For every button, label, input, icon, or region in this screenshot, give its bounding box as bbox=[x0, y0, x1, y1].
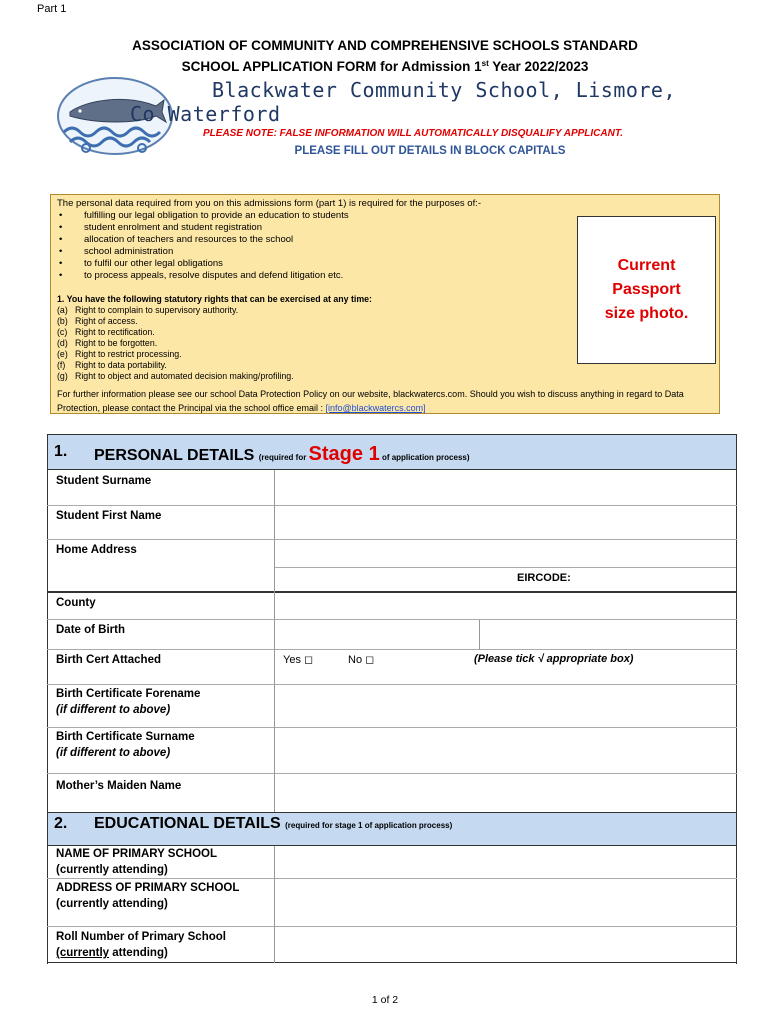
primary-name-label bbox=[56, 846, 217, 878]
mother-maiden-field[interactable] bbox=[275, 774, 735, 812]
table-row bbox=[47, 593, 737, 620]
bc-surname-note: (if different to above) bbox=[56, 747, 171, 759]
primary-name-note: (currently attending) bbox=[56, 864, 168, 876]
table-row bbox=[47, 879, 737, 927]
column-divider bbox=[274, 650, 275, 685]
primary-address-label bbox=[56, 880, 239, 912]
roll-note-rest: attending) bbox=[109, 947, 168, 959]
right-text: Right to be forgotten. bbox=[75, 338, 158, 348]
birth-cert-no-checkbox[interactable]: No ◻ bbox=[348, 654, 375, 666]
home-address-field[interactable] bbox=[275, 540, 735, 566]
table-row bbox=[47, 728, 737, 774]
right-key: (a) bbox=[57, 305, 68, 315]
privacy-intro: The personal data required from you on this admissions form (part 1) is required for the purposes of:- bbox=[57, 198, 482, 209]
primary-name-text: NAME OF PRIMARY SCHOOL bbox=[56, 848, 218, 860]
birth-cert-label: Birth Cert Attached bbox=[56, 654, 161, 666]
primary-name-field[interactable] bbox=[275, 846, 735, 878]
bc-surname-label bbox=[56, 729, 195, 761]
column-divider bbox=[479, 620, 480, 650]
section-title bbox=[94, 815, 452, 833]
purpose-item: • school administration bbox=[57, 246, 349, 258]
note-post: of application process) bbox=[381, 453, 470, 462]
photo-label-line2: Passport bbox=[612, 281, 681, 298]
table-row bbox=[47, 846, 737, 879]
section-title-text: PERSONAL DETAILS bbox=[94, 447, 255, 464]
right-key: (e) bbox=[57, 349, 68, 359]
purpose-item: • to process appeals, resolve disputes and defend litigation etc. bbox=[57, 270, 349, 282]
bc-surname-text: Birth Certificate Surname bbox=[56, 731, 195, 743]
primary-address-note: (currently attending) bbox=[56, 898, 168, 910]
right-key: (g) bbox=[57, 371, 68, 381]
roll-number-label bbox=[56, 929, 226, 961]
right-text: Right of access. bbox=[75, 316, 138, 326]
table-row bbox=[47, 927, 737, 963]
bc-surname-field[interactable] bbox=[275, 728, 735, 773]
right-item bbox=[57, 338, 294, 349]
dob-field[interactable] bbox=[275, 620, 478, 649]
block-capitals-note: PLEASE FILL OUT DETAILS IN BLOCK CAPITALS bbox=[294, 145, 566, 157]
county-field[interactable] bbox=[275, 593, 735, 619]
rights-title: 1. You have the following statutory rights that can be exercised at any time: bbox=[57, 294, 372, 304]
table-row bbox=[47, 620, 737, 650]
roll-number-field[interactable] bbox=[275, 927, 735, 962]
form-heading-line2 bbox=[0, 59, 770, 74]
first-name-label: Student First Name bbox=[56, 510, 162, 522]
right-item bbox=[57, 371, 294, 382]
bc-forename-text: Birth Certificate Forename bbox=[56, 688, 201, 700]
school-name-line2: Co Waterford bbox=[130, 102, 281, 126]
right-text: Right to restrict processing. bbox=[75, 349, 182, 359]
primary-address-text: ADDRESS OF PRIMARY SCHOOL bbox=[56, 882, 240, 894]
purposes-list bbox=[57, 210, 349, 282]
section-note: (required for stage 1 of application process) bbox=[285, 821, 453, 830]
table-row bbox=[47, 470, 737, 506]
purpose-item: • fulfilling our legal obligation to provide an education to students bbox=[57, 210, 349, 222]
section-number: 1. bbox=[54, 443, 68, 460]
further-info-text: For further information please see our school Data Protection Policy on our website, blackwatercs.com. Should you wish to discuss anything in regard to Data Protection, please contact the Principal via the school office email : bbox=[57, 389, 684, 413]
table-row bbox=[47, 506, 737, 540]
section-note bbox=[258, 443, 470, 465]
section-title bbox=[94, 443, 470, 466]
right-item bbox=[57, 349, 294, 360]
purpose-item: • to fulfil our other legal obligations bbox=[57, 258, 349, 270]
school-email-link[interactable]: [info@blackwatercs.com] bbox=[325, 403, 426, 413]
form-heading-line1: ASSOCIATION OF COMMUNITY AND COMPREHENSIVE SCHOOLS STANDARD bbox=[132, 38, 638, 53]
false-info-warning: PLEASE NOTE: FALSE INFORMATION WILL AUTOMATICALLY DISQUALIFY APPLICANT. bbox=[203, 128, 623, 139]
note-stage: Stage 1 bbox=[308, 443, 380, 465]
home-address-label: Home Address bbox=[56, 544, 137, 556]
roll-number-text: Roll Number of Primary School bbox=[56, 931, 226, 943]
table-row bbox=[47, 540, 737, 593]
right-text: Right to complain to supervisory authority. bbox=[75, 305, 239, 315]
first-name-field[interactable] bbox=[275, 506, 735, 539]
further-info bbox=[57, 387, 717, 415]
right-text: Right to object and automated decision making/profiling. bbox=[75, 371, 294, 381]
surname-field[interactable] bbox=[275, 470, 735, 505]
purpose-item: • student enrolment and student registration bbox=[57, 222, 349, 234]
right-item bbox=[57, 327, 294, 338]
section-number: 2. bbox=[54, 815, 68, 832]
roll-note-underlined: (currently bbox=[56, 947, 110, 959]
photo-label-line1: Current bbox=[617, 257, 676, 274]
right-text: Right to rectification. bbox=[75, 327, 155, 337]
bc-forename-note: (if different to above) bbox=[56, 704, 171, 716]
bc-forename-label bbox=[56, 686, 200, 718]
right-key: (f) bbox=[57, 360, 66, 370]
right-key: (b) bbox=[57, 316, 68, 326]
part-label: Part 1 bbox=[37, 3, 67, 15]
bc-forename-field[interactable] bbox=[275, 685, 735, 727]
right-item bbox=[57, 360, 294, 371]
right-item bbox=[57, 305, 294, 316]
right-key: (d) bbox=[57, 338, 68, 348]
county-label: County bbox=[56, 597, 96, 609]
table-row bbox=[47, 650, 737, 685]
tick-instruction: (Please tick √ appropriate box) bbox=[474, 653, 634, 665]
section-personal-details-header bbox=[47, 434, 737, 470]
table-row bbox=[47, 685, 737, 728]
primary-address-field[interactable] bbox=[275, 879, 735, 926]
rights-list bbox=[57, 305, 294, 382]
table-row bbox=[47, 774, 737, 812]
page-number: 1 of 2 bbox=[371, 994, 399, 1006]
eircode-label: EIRCODE: bbox=[517, 572, 571, 584]
photo-label-line3: size photo. bbox=[604, 305, 689, 322]
right-text: Right to data portability. bbox=[75, 360, 167, 370]
heading-superscript: st bbox=[481, 59, 489, 68]
purpose-item: • allocation of teachers and resources to the school bbox=[57, 234, 349, 246]
section-educational-details-header bbox=[47, 812, 737, 846]
surname-label: Student Surname bbox=[56, 475, 152, 487]
school-name-line1: Blackwater Community School, Lismore, bbox=[212, 78, 677, 102]
section-title-text: EDUCATIONAL DETAILS bbox=[94, 815, 281, 832]
eircode-field[interactable] bbox=[607, 568, 735, 592]
school-name bbox=[130, 78, 676, 126]
birth-cert-yes-checkbox[interactable]: Yes ◻ bbox=[283, 654, 314, 666]
right-item bbox=[57, 316, 294, 327]
note-pre: (required for bbox=[258, 453, 309, 462]
dob-label: Date of Birth bbox=[56, 624, 125, 636]
heading-year: Year 2022/2023 bbox=[488, 59, 589, 74]
right-key: (c) bbox=[57, 327, 68, 337]
heading-text: SCHOOL APPLICATION FORM for Admission 1 bbox=[181, 59, 482, 74]
mother-maiden-label: Mother’s Maiden Name bbox=[56, 780, 182, 792]
passport-photo-box[interactable] bbox=[577, 216, 716, 364]
